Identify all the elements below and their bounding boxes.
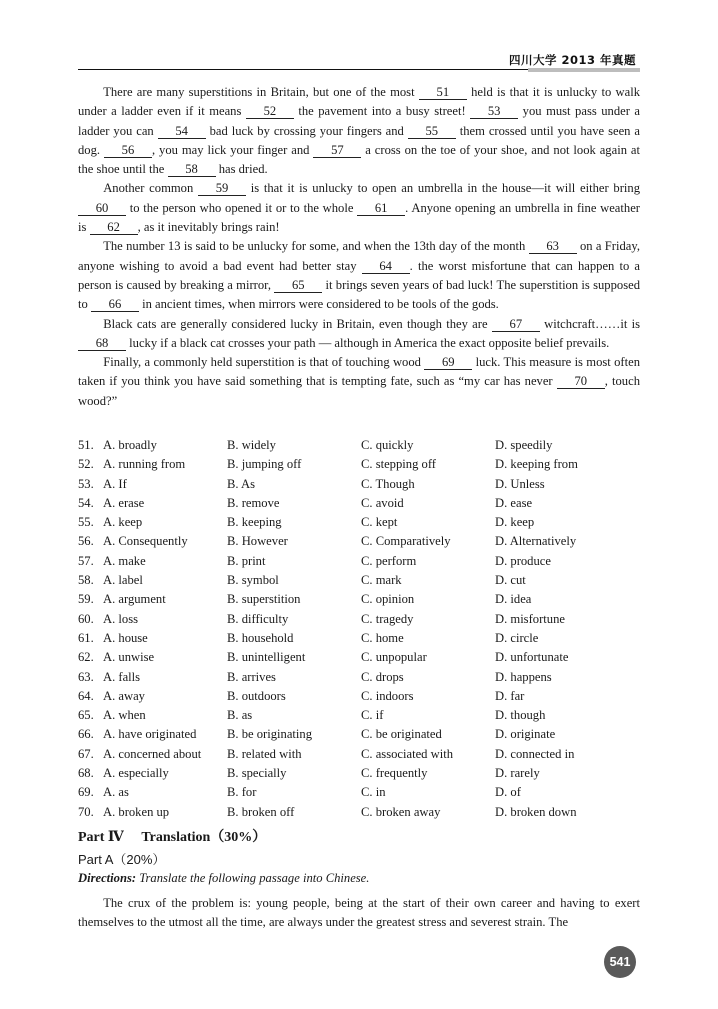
- passage-text: witchcraft……it is: [539, 316, 640, 331]
- passage-text: on a Friday, anyone wishing to avoid a bad event had better stay: [78, 239, 641, 273]
- passage-text: . the worst misfortune that can happen to a person is caused by breaking a mirror,: [78, 258, 640, 292]
- passage-text: luck. This measure is most often taken if you think you have said something that is tempting fate, such as “my car has never: [78, 355, 640, 389]
- option-a: A. unwise: [103, 650, 155, 665]
- option-d: D. keep: [495, 515, 535, 530]
- blank-66: 66: [91, 298, 139, 312]
- option-c: C. drops: [361, 669, 404, 684]
- option-a: A. broken up: [103, 804, 170, 819]
- option-b: B. print: [227, 553, 266, 568]
- option-b: B. difficulty: [227, 611, 289, 626]
- question-number: 53.: [78, 476, 94, 491]
- passage-text: to the person who opened it or to the whole: [126, 200, 358, 215]
- question-row: [78, 648, 640, 667]
- question-row: [78, 725, 640, 744]
- option-a: A. erase: [103, 495, 145, 510]
- passage-paragraph: [78, 83, 640, 179]
- blank-52: 52: [246, 105, 294, 119]
- option-a: A. away: [103, 688, 145, 703]
- option-c: C. quickly: [361, 438, 414, 452]
- option-c: C. avoid: [361, 495, 404, 510]
- option-d: D. far: [495, 688, 525, 703]
- blank-53: 53: [470, 105, 518, 119]
- option-b: B. jumping off: [227, 457, 302, 472]
- passage-paragraph: [78, 353, 640, 411]
- option-c: C. in: [361, 785, 386, 800]
- option-c: C. perform: [361, 553, 417, 568]
- option-c: C. opinion: [361, 592, 415, 607]
- option-c: C. kept: [361, 515, 398, 530]
- blank-65: 65: [274, 279, 322, 293]
- option-a: A. as: [103, 785, 129, 800]
- option-b: B. arrives: [227, 669, 276, 684]
- passage-paragraph: [78, 237, 640, 314]
- option-b: B. unintelligent: [227, 650, 306, 665]
- answer-options: [78, 436, 640, 822]
- option-d: D. speedily: [495, 438, 553, 452]
- question-number: 54.: [78, 495, 94, 510]
- translation-passage: [78, 894, 640, 933]
- blank-55: 55: [408, 125, 456, 139]
- passage-paragraph: [78, 179, 640, 237]
- option-a: A. concerned about: [103, 746, 202, 761]
- option-a: A. keep: [103, 515, 143, 530]
- option-c: C. if: [361, 708, 384, 723]
- question-row: [78, 629, 640, 648]
- question-number: 57.: [78, 553, 94, 568]
- option-c: C. mark: [361, 573, 402, 588]
- passage-text: , touch wood?”: [78, 374, 640, 408]
- question-number: 58.: [78, 573, 94, 588]
- passage-text: The number 13 is said to be unlucky for some, and when the 13th day of the month: [103, 239, 529, 254]
- option-a: A. when: [103, 708, 146, 723]
- option-b: B. remove: [227, 495, 280, 510]
- question-number: 68.: [78, 766, 94, 781]
- passage-text: has dried.: [215, 162, 268, 177]
- question-number: 56.: [78, 534, 94, 549]
- passage-text: There are many superstitions in Britain, but one of the most: [103, 85, 419, 99]
- question-row: [78, 764, 640, 783]
- option-d: D. misfortune: [495, 611, 565, 626]
- section-title: Translation（30%）: [141, 830, 267, 845]
- passage-text: is that it is unlucky to open an umbrella in the house—it will either bring: [245, 181, 641, 196]
- option-d: D. keeping from: [495, 457, 578, 472]
- option-a: A. argument: [103, 592, 166, 607]
- option-b: B. As: [227, 476, 255, 491]
- option-b: B. outdoors: [227, 688, 286, 703]
- option-c: C. tragedy: [361, 611, 414, 626]
- option-a: A. Consequently: [103, 534, 188, 549]
- question-number: 60.: [78, 611, 94, 626]
- question-row: [78, 532, 640, 551]
- option-d: D. circle: [495, 630, 539, 645]
- blank-57: 57: [313, 144, 361, 158]
- option-a: A. especially: [103, 766, 169, 781]
- option-a: A. loss: [103, 611, 138, 626]
- blank-60: 60: [78, 202, 126, 216]
- option-b: B. as: [227, 708, 253, 723]
- option-d: D. ease: [495, 495, 533, 510]
- passage-text: lucky if a black cat crosses your path — although in America the exact opposite belief prevails.: [126, 335, 610, 350]
- question-row: [78, 513, 640, 532]
- running-header: [78, 52, 640, 74]
- option-d: D. originate: [495, 727, 556, 742]
- blank-63: 63: [529, 240, 577, 254]
- option-b: B. widely: [227, 438, 276, 452]
- blank-54: 54: [158, 125, 206, 139]
- blank-61: 61: [357, 202, 405, 216]
- question-row: [78, 590, 640, 609]
- question-number: 59.: [78, 592, 94, 607]
- blank-67: 67: [492, 318, 540, 332]
- section-label: Part Ⅳ: [78, 830, 124, 845]
- option-d: D. connected in: [495, 746, 575, 761]
- option-a: A. make: [103, 553, 146, 568]
- passage-text: held is that it is unlucky to walk under a ladder even if it means: [78, 85, 640, 119]
- question-row: [78, 745, 640, 764]
- question-row: [78, 610, 640, 629]
- question-row: [78, 475, 640, 494]
- question-number: 64.: [78, 688, 94, 703]
- question-number: 70.: [78, 804, 94, 819]
- option-d: D. though: [495, 708, 546, 723]
- option-d: D. Unless: [495, 476, 545, 491]
- option-d: D. happens: [495, 669, 552, 684]
- option-d: D. broken down: [495, 804, 577, 819]
- question-row: [78, 668, 640, 687]
- option-b: B. household: [227, 630, 294, 645]
- question-row: [78, 552, 640, 571]
- passage-text: Black cats are generally considered lucky in Britain, even though they are: [103, 316, 492, 331]
- question-row: [78, 706, 640, 725]
- passage-text: , you may lick your finger and: [151, 142, 314, 157]
- option-b: B. specially: [227, 766, 287, 781]
- passage-text: bad luck by crossing your fingers and: [205, 123, 408, 138]
- option-b: B. broken off: [227, 804, 295, 819]
- question-row: [78, 571, 640, 590]
- blank-70: 70: [557, 375, 605, 389]
- question-number: 52.: [78, 457, 94, 472]
- option-c: C. Comparatively: [361, 534, 451, 549]
- directions-label: Directions:: [78, 871, 137, 885]
- option-d: D. of: [495, 785, 521, 800]
- blank-51: 51: [419, 86, 467, 100]
- blank-68: 68: [78, 337, 126, 351]
- option-c: C. unpopular: [361, 650, 427, 665]
- directions: [78, 871, 369, 886]
- option-a: A. If: [103, 476, 127, 491]
- question-number: 62.: [78, 650, 94, 665]
- subsection-heading: Part A（20%）: [78, 852, 166, 867]
- question-number: 61.: [78, 630, 94, 645]
- passage-text: in ancient times, when mirrors were considered to be tools of the gods.: [138, 297, 499, 312]
- question-number: 66.: [78, 727, 94, 742]
- option-d: D. rarely: [495, 766, 540, 781]
- option-b: B. be originating: [227, 727, 312, 742]
- passage-text: . Anyone opening an umbrella in fine weather is: [78, 200, 640, 235]
- option-c: C. indoors: [361, 688, 414, 703]
- option-a: A. running from: [103, 457, 186, 472]
- passage-text: Finally, a commonly held superstition is that of touching wood: [103, 355, 425, 370]
- blank-69: 69: [424, 356, 472, 370]
- passage-text: , as it inevitably brings rain!: [137, 220, 280, 235]
- section-heading: [78, 826, 266, 846]
- question-number: 67.: [78, 746, 94, 761]
- directions-text: Translate the following passage into Chinese.: [136, 871, 370, 885]
- passage-text: Another common: [103, 181, 198, 196]
- option-d: D. idea: [495, 592, 532, 607]
- question-row: [78, 436, 640, 455]
- page-number-badge: 541: [604, 946, 636, 978]
- blank-59: 59: [198, 182, 246, 196]
- passage-text: the pavement into a busy street!: [293, 104, 471, 119]
- option-b: B. symbol: [227, 573, 279, 588]
- option-c: C. home: [361, 630, 404, 645]
- blank-62: 62: [90, 221, 138, 235]
- option-c: C. be originated: [361, 727, 442, 742]
- question-number: 63.: [78, 669, 94, 684]
- passage-text: it brings seven years of bad luck! The superstition is supposed to: [78, 277, 640, 312]
- option-c: C. stepping off: [361, 457, 436, 472]
- option-b: B. However: [227, 534, 288, 549]
- translation-paragraph: The crux of the problem is: young people, being at the start of their own career and having to exert themselves to the utmost all the time, are always under the greatest stress and severest strain. The: [78, 896, 640, 930]
- cloze-passage: [78, 83, 640, 411]
- option-c: C. Though: [361, 476, 415, 491]
- option-d: D. unfortunate: [495, 650, 569, 665]
- option-a: A. broadly: [103, 438, 157, 452]
- question-row: [78, 687, 640, 706]
- blank-56: 56: [104, 144, 152, 158]
- question-row: [78, 783, 640, 802]
- option-b: B. keeping: [227, 515, 282, 530]
- option-b: B. superstition: [227, 592, 301, 607]
- blank-58: 58: [168, 163, 216, 177]
- header-title: 四川大学 2013 年真题: [508, 53, 636, 67]
- header-accent-bar: [528, 68, 640, 72]
- option-c: C. broken away: [361, 804, 441, 819]
- option-a: A. label: [103, 573, 143, 588]
- option-b: B. for: [227, 785, 257, 800]
- option-a: A. house: [103, 630, 148, 645]
- option-d: D. produce: [495, 553, 551, 568]
- passage-paragraph: [78, 315, 640, 354]
- question-number: 51.: [78, 438, 94, 452]
- option-c: C. associated with: [361, 746, 453, 761]
- passage-text: a cross on the toe of your shoe, and not look again at the shoe until the: [78, 142, 641, 177]
- option-c: C. frequently: [361, 766, 428, 781]
- passage-text: you must pass under a ladder you can: [78, 104, 641, 138]
- question-number: 55.: [78, 515, 94, 530]
- option-d: D. cut: [495, 573, 526, 588]
- option-d: D. Alternatively: [495, 534, 577, 549]
- question-row: [78, 455, 640, 474]
- blank-64: 64: [362, 260, 410, 274]
- option-b: B. related with: [227, 746, 302, 761]
- option-a: A. have originated: [103, 727, 197, 742]
- question-row: [78, 803, 640, 822]
- question-number: 69.: [78, 785, 94, 800]
- question-row: [78, 494, 640, 513]
- question-number: 65.: [78, 708, 94, 723]
- passage-text: them crossed until you have seen a dog.: [78, 123, 640, 157]
- option-a: A. falls: [103, 669, 141, 684]
